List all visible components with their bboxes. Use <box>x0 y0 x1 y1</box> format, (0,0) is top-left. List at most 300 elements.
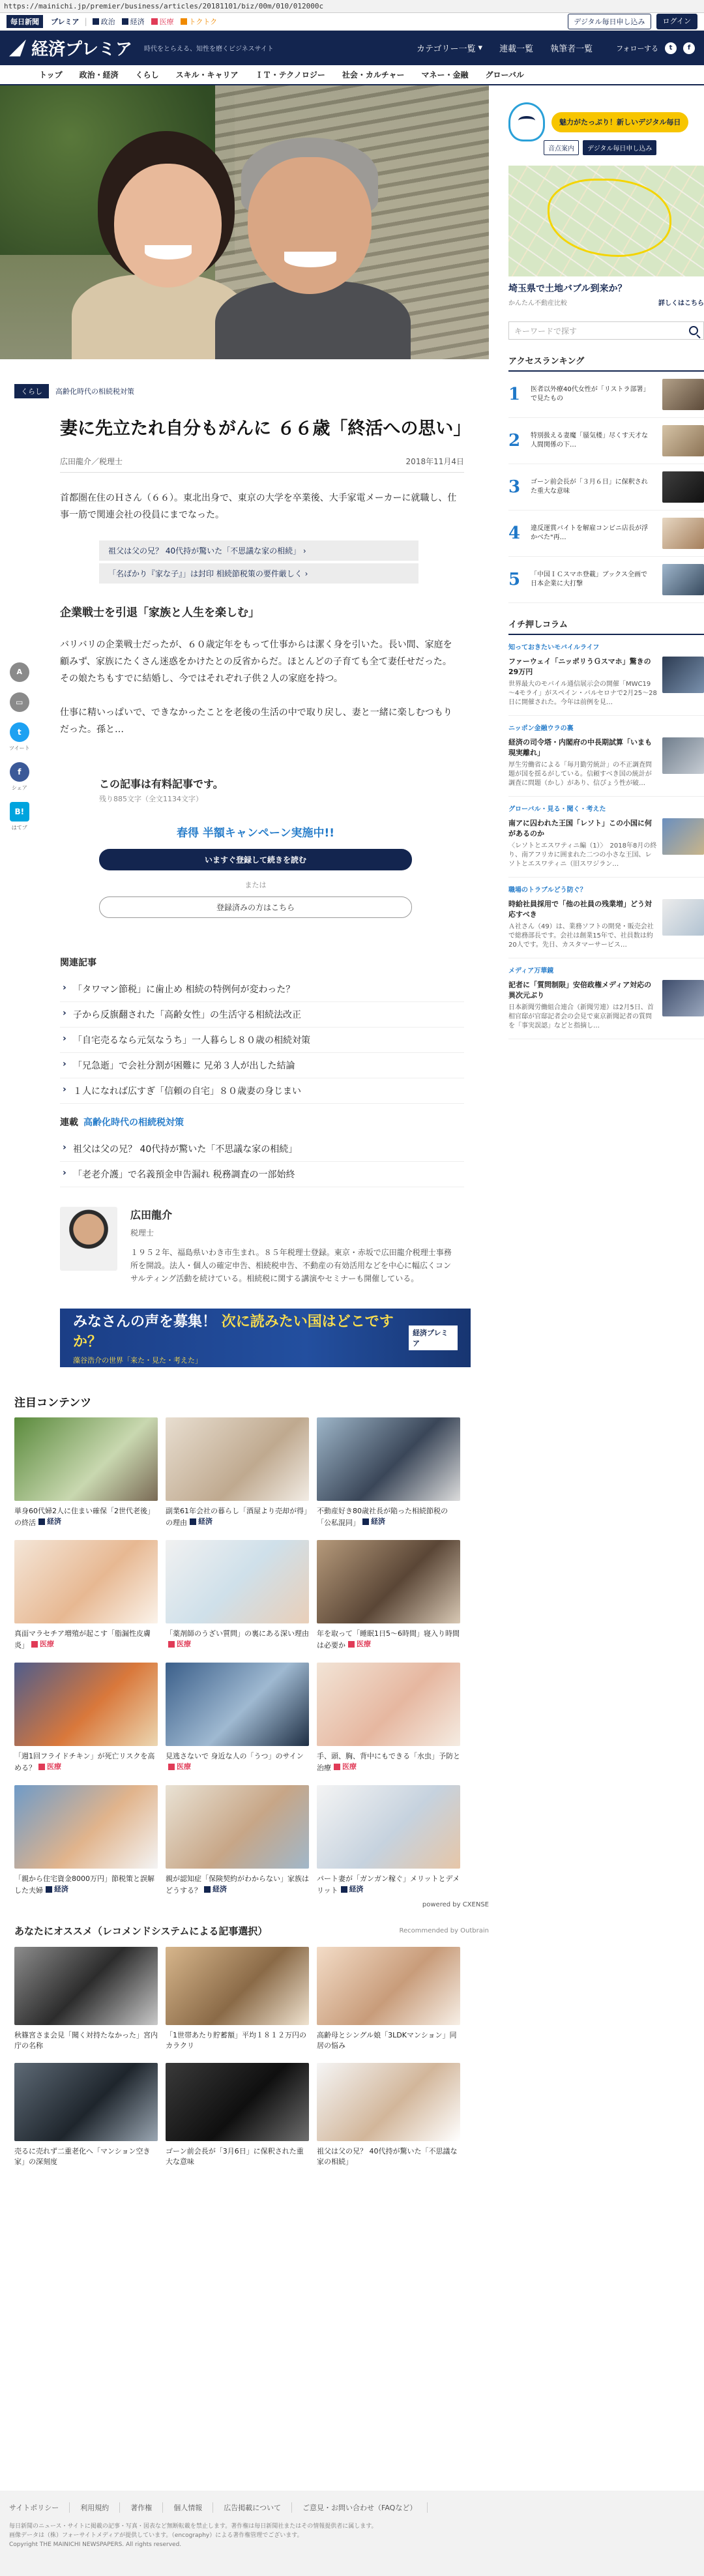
featured-caption <box>14 1874 158 1896</box>
ranking-thumbnail <box>662 564 704 595</box>
featured-caption <box>14 1629 158 1651</box>
footer-link[interactable]: 利用規約 <box>80 2502 120 2513</box>
inline-related-text: 祖父は父の兄？ 40代持が驚いた「不思議な家の相続」 <box>108 546 301 555</box>
column-title: 経済の司令塔・内閣府の中長期試算「いまも現実離れ」 <box>508 738 652 757</box>
featured-source <box>190 1517 213 1527</box>
recommend-heading: あなたにオススメ（レコメンドシステムによる記事選択） <box>14 1925 268 1937</box>
sidebar <box>508 85 704 2167</box>
category-nav-item[interactable]: スキル・キャリア <box>175 70 239 80</box>
featured-source-label: 経済 <box>349 1885 364 1893</box>
ranking-number: 5 <box>508 570 521 589</box>
recommend-thumbnail <box>317 1947 460 2025</box>
address-bar[interactable]: https://mainichi.jp/premier/business/articles/20181101/biz/00m/010/012000c <box>0 0 704 13</box>
featured-card[interactable] <box>14 1417 158 1528</box>
ranking-number: 2 <box>508 431 521 451</box>
brand[interactable] <box>9 36 274 60</box>
author-name[interactable]: 広田龍介 <box>130 1209 173 1221</box>
featured-source-label: 医療 <box>357 1640 371 1648</box>
recommend-caption: ゴーン前会長が「3月6日」に保釈された重大な意味 <box>166 2147 304 2166</box>
featured-source <box>204 1884 227 1895</box>
featured-source <box>348 1639 371 1650</box>
featured-thumbnail <box>166 1540 309 1623</box>
footer-link[interactable]: サイトポリシー <box>9 2502 70 2513</box>
ad-title[interactable]: 埼玉県で土地バブル到来か？ <box>508 284 627 294</box>
column-row <box>508 899 704 950</box>
campaign-text[interactable]: 春得 半額キャンペーン実施中!! <box>176 827 335 840</box>
recommend-header <box>14 1924 489 1938</box>
register-button[interactable]: いますぐ登録して続きを読む <box>99 849 412 870</box>
footer-links <box>9 2502 704 2513</box>
featured-contents <box>14 1393 489 1908</box>
featured-card[interactable] <box>317 1417 460 1528</box>
ad-more-link[interactable]: 詳しくはこちら <box>658 300 704 307</box>
column-text-block <box>508 657 657 707</box>
column-item[interactable] <box>508 797 704 878</box>
inline-related-text: 「名ばかり『家な子』」は封印 相続節税策の要件厳しく <box>108 569 302 578</box>
hero-woman-smile <box>145 245 192 259</box>
featured-card[interactable] <box>14 1663 158 1773</box>
service-tag-link[interactable] <box>181 16 218 27</box>
premier-link[interactable]: プレミア <box>51 18 80 26</box>
hero-photo <box>0 85 489 359</box>
nav-series[interactable]: 連載一覧 <box>499 44 534 54</box>
featured-caption-text: 副業61年会社の暮らし「酒屋より売却が得」の理由 <box>166 1507 308 1527</box>
column-category: 職場のトラブルどう防ぐ？ <box>508 887 587 894</box>
economy-source-icon <box>341 1886 347 1893</box>
footer-note-line: 毎日新聞のニュース・サイトに掲載の記事・写真・図表など無断転載を禁止します。著作権は毎日新聞社またはその情報提供者に属します。 <box>9 2523 377 2530</box>
recommend-thumbnail <box>317 2063 460 2141</box>
column-thumbnail <box>662 657 704 693</box>
column-row <box>508 657 704 707</box>
featured-thumbnail <box>317 1785 460 1869</box>
category-nav-item[interactable]: マネー・金融 <box>421 70 469 80</box>
featured-card[interactable] <box>166 1417 309 1528</box>
search-input[interactable]: キーワードで探す <box>514 326 578 336</box>
economy-source-icon <box>190 1518 196 1525</box>
featured-thumbnail <box>14 1540 158 1623</box>
category-nav-item[interactable]: グローバル <box>485 70 524 80</box>
powered-by: powered by CXENSE <box>422 1901 489 1908</box>
article-tags <box>14 384 489 398</box>
column-item[interactable] <box>508 716 704 797</box>
featured-card[interactable] <box>14 1540 158 1651</box>
or-label: または <box>244 881 267 889</box>
featured-caption-text: 単身60代婦2人に住まい確保「2世代老後」の終活 <box>14 1507 154 1527</box>
column-title: 南アに囚われた王国「レソト」この小国に何があるのか <box>508 819 652 838</box>
paywall-title: この記事は有料記事です。 <box>99 778 224 790</box>
featured-source <box>38 1762 61 1772</box>
featured-caption <box>317 1629 460 1651</box>
featured-thumbnail <box>317 1540 460 1623</box>
column-excerpt: 世界最大のモバイル通信展示会の開催「MWC19～4モライ」がスペイン・バルセロナで2月25～28日に開催された。今年は前例を見… <box>508 681 657 706</box>
featured-thumbnail <box>317 1417 460 1501</box>
recommend-card[interactable] <box>166 2063 309 2167</box>
featured-source <box>168 1762 191 1772</box>
featured-caption-text: 真面マラセチア増殖が起こす「脂漏性皮膚炎」 <box>14 1629 151 1650</box>
recommend-grid <box>14 1947 489 2167</box>
featured-source <box>341 1884 364 1895</box>
recommend-card[interactable] <box>317 1947 460 2051</box>
ranking-item[interactable] <box>508 418 704 464</box>
twitter-icon[interactable]: t <box>665 42 677 54</box>
font-size-icon[interactable]: A <box>10 662 29 682</box>
ranking-thumbnail <box>662 518 704 549</box>
tweet-label: ツイート <box>9 745 30 751</box>
featured-caption <box>317 1874 460 1896</box>
footer-link[interactable]: ご意見・お問い合わせ（FAQなど） <box>302 2502 428 2513</box>
facebook-icon[interactable]: f <box>683 42 695 54</box>
featured-source-label: 医療 <box>177 1640 191 1648</box>
print-icon[interactable]: ▭ <box>10 692 29 712</box>
related-list <box>60 977 464 1104</box>
service-tag-link[interactable] <box>93 16 115 27</box>
header-nav <box>417 42 593 54</box>
banner-title <box>73 1310 409 1351</box>
author-role: 税理士 <box>130 1228 154 1237</box>
featured-thumbnail <box>317 1663 460 1746</box>
service-tag-icon <box>151 18 158 25</box>
mascot-icon <box>508 102 545 141</box>
twitter-share-icon[interactable]: t <box>10 722 29 742</box>
column-category: グローバル・見る・聞く・考えた <box>508 806 606 813</box>
footer <box>0 2491 704 2576</box>
article-paragraph: 仕事に精いっぱいで、できなかったことを老後の生活の中で取り戻し、妻と一緒に楽しむつもりだった。孫と… <box>60 707 452 735</box>
column-row <box>508 980 704 1031</box>
ad-sub <box>508 297 704 307</box>
column-category: ニッポン金融ウラの裏 <box>508 725 574 732</box>
column-excerpt: 厚生労働省による「毎月勤労統計」の不正調査問題が国を揺るがしている。信頼すべき国の統計が調査に問題（かし）があり、信ぴょう性が破… <box>508 762 652 787</box>
featured-card[interactable] <box>317 1663 460 1773</box>
featured-caption-text: 見逃さないで 身近な人の「うつ」のサイン <box>166 1752 304 1760</box>
series-label: 連載 <box>60 1118 78 1128</box>
featured-thumbnail <box>166 1663 309 1746</box>
category-tag[interactable]: くらし <box>14 384 49 398</box>
economy-source-icon <box>204 1886 211 1893</box>
featured-card[interactable] <box>317 1540 460 1651</box>
existing-login-button[interactable]: 登録済みの方はこちら <box>99 896 412 918</box>
featured-source-label: 医療 <box>342 1762 357 1771</box>
column-text-block <box>508 980 657 1031</box>
nav-categories[interactable] <box>417 42 482 54</box>
column-thumbnail <box>662 737 704 774</box>
series-article-link[interactable]: › 祖父は父の兄？ 40代持が驚いた「不思議な家の相続」 <box>60 1136 464 1162</box>
inline-related-link[interactable]: 祖父は父の兄？ 40代持が驚いた「不思議な家の相続」 › <box>99 540 418 561</box>
related-article-link[interactable]: › 「タワマン節税」に歯止め 相続の特例何が変わった？ <box>60 977 464 1002</box>
column-title: 時給社員採用で「他の社員の残業増」どう対応すべき <box>508 900 652 919</box>
brand-arrow-icon <box>9 40 26 57</box>
ranking-item[interactable] <box>508 372 704 418</box>
category-nav-item[interactable]: くらし <box>135 70 159 80</box>
featured-caption-text: パート妻が「ガンガン稼ぐ」メリットとデメリット <box>317 1874 460 1895</box>
service-tag-link[interactable] <box>151 16 174 27</box>
featured-caption <box>166 1629 309 1651</box>
featured-caption <box>166 1751 309 1773</box>
ranking-title: 医者以外療40代女性が「リストラ部署」で見たもの <box>531 386 647 402</box>
featured-card[interactable] <box>166 1785 309 1896</box>
footer-note <box>9 2522 704 2549</box>
recommend-thumbnail <box>166 1947 309 2025</box>
ranking-item[interactable] <box>508 464 704 511</box>
recommend-thumbnail <box>14 1947 158 2025</box>
recommend-card[interactable] <box>14 2063 158 2167</box>
economy-source-icon <box>46 1886 52 1893</box>
related-article-link[interactable]: › 「自宅売るなら元気なうち」一人暮らし８０歳の相続対策 <box>60 1028 464 1053</box>
digital-signup-button[interactable]: デジタル毎日申し込み <box>568 14 651 29</box>
main-column <box>0 85 489 2167</box>
featured-source-label: 経済 <box>213 1885 227 1893</box>
copyright: Copyright THE MAINICHI NEWSPAPERS. All rights reserved. <box>9 2541 182 2548</box>
ranking-thumbnail <box>662 379 704 410</box>
service-tag-icon <box>93 18 99 25</box>
ranking-item[interactable] <box>508 557 704 603</box>
recommend-card[interactable] <box>317 2063 460 2167</box>
featured-thumbnail <box>166 1785 309 1869</box>
search-icon[interactable] <box>689 326 698 335</box>
site-header <box>0 31 704 65</box>
featured-source-label: 経済 <box>198 1517 213 1526</box>
medical-source-icon <box>348 1641 355 1648</box>
outbrain-credit[interactable]: Recommended by Outbrain <box>399 1927 489 1934</box>
medical-source-icon <box>334 1764 340 1770</box>
ranking-number: 1 <box>508 385 521 404</box>
medical-source-icon <box>168 1764 175 1770</box>
featured-thumbnail <box>14 1663 158 1746</box>
follow-area <box>616 42 695 54</box>
hatena-bookmark-icon[interactable]: B! <box>10 802 29 822</box>
banner-title-highlight: 次に読みたい国はどこですか？ <box>73 1314 394 1350</box>
facebook-share-icon[interactable]: f <box>10 762 29 782</box>
ranking-list <box>508 372 704 603</box>
inline-related-link[interactable]: 「名ばかり『家な子』」は封印 相続節税策の要件厳しく › <box>99 563 418 584</box>
series-article-link[interactable]: › 「老老介護」で名義預金申告漏れ 税務調査の一部始終 <box>60 1162 464 1187</box>
column-title: ファーウェイ「ニッポリうＧスマホ」驚きの29万円 <box>508 657 651 676</box>
featured-card[interactable] <box>166 1663 309 1773</box>
column-thumbnail <box>662 980 704 1016</box>
featured-caption <box>14 1751 158 1773</box>
featured-caption <box>166 1506 309 1528</box>
ranking-heading: アクセスランキング <box>508 354 704 372</box>
column-list <box>508 635 704 1039</box>
promo-buttons <box>508 140 704 155</box>
recommend-caption: 「1世帯あたり貯蓄額」平均１８１２万円のカラクリ <box>166 2031 306 2050</box>
brand-name: 経済プレミア <box>31 40 132 59</box>
category-nav <box>0 65 704 85</box>
related-article-link[interactable]: › 子から反旗翻された「高齢女性」の生活守る相続法改正 <box>60 1002 464 1028</box>
banner-subtitle: 藻谷浩介の世界「来た・見た・考えた」 <box>73 1356 202 1365</box>
featured-caption-text: 「週1回フライドチキン」が死亡リスクを高める？ <box>14 1752 155 1772</box>
byline <box>60 456 464 473</box>
column-item[interactable] <box>508 635 704 716</box>
ranking-number: 4 <box>508 524 521 543</box>
service-tag-label: 医療 <box>159 17 174 26</box>
recommend-caption: 祖父は父の兄？ 40代持が驚いた「不思議な家の相続」 <box>317 2147 458 2166</box>
featured-thumbnail <box>14 1417 158 1501</box>
column-excerpt: 日本新聞労働組合連合（新聞労連）は2月5日、首相官邸が官邸記者会の会見で東京新聞記者の質問を「事実誤認」などと指摘し… <box>508 1004 654 1029</box>
service-tag-link[interactable] <box>122 16 145 27</box>
category-nav-item[interactable]: 政治・経済 <box>79 70 119 80</box>
article-paragraph: バリバリの企業戦士だったが、６０歳定年をもって仕事からは潔く身を引いた。長い間、家庭を顧みず、家族にたくさん迷惑をかけたとの反省からだ。ほとんどの子育ても全て妻任せだった。その娘たちもすでに結婚し、今ではそれぞれ子供２人の家庭を持つ。 <box>60 640 452 684</box>
column-excerpt: Ａ社さん（49）は、業務ソフトの開発・販売会社で総務部長です。会社は創業15年で、社員数は約20人です。先日、カスタマーサービス… <box>508 923 654 949</box>
featured-thumbnail <box>166 1417 309 1501</box>
mainichi-top-strip <box>0 13 704 31</box>
column-category: 知っておきたいモバイルライフ <box>508 644 600 651</box>
nav-label: カテゴリー一覧 <box>417 44 476 54</box>
ranking-thumbnail <box>662 425 704 456</box>
featured-source <box>31 1639 54 1650</box>
service-tag-label: トクトク <box>188 17 218 26</box>
column-text-block <box>508 737 657 788</box>
column-row <box>508 737 704 788</box>
share-rail <box>9 662 30 831</box>
publish-date: 2018年11月4日 <box>405 457 464 466</box>
nav-authors[interactable]: 執筆者一覧 <box>550 44 593 54</box>
divider: | <box>84 17 87 26</box>
mainichi-logo[interactable]: 毎日新聞 <box>7 15 43 28</box>
category-nav-item[interactable]: トップ <box>39 70 63 80</box>
category-nav-item[interactable]: ＩＴ・テクノロジー <box>255 70 325 80</box>
featured-source-label: 医療 <box>47 1762 61 1771</box>
service-tag-label: 経済 <box>130 17 145 26</box>
medical-source-icon <box>31 1641 38 1648</box>
ad-map-image[interactable] <box>508 166 704 276</box>
banner-title-prefix: みなさんの声を募集！ <box>73 1314 217 1330</box>
ranking-title: 違反運賞バイトを解雇コンビニ店長が浮かべた"再… <box>531 525 648 541</box>
promo-signup-button[interactable]: デジタル毎日申し込み <box>583 140 656 155</box>
column-thumbnail <box>662 899 704 936</box>
economy-source-icon <box>38 1518 45 1525</box>
recommend-card[interactable] <box>14 1947 158 2051</box>
author-photo <box>60 1207 117 1271</box>
series-tag[interactable]: 高齢化時代の相続税対策 <box>55 387 134 396</box>
column-text-block <box>508 818 657 869</box>
page-body <box>0 85 704 2167</box>
featured-caption <box>317 1506 460 1528</box>
featured-caption <box>317 1751 460 1773</box>
featured-source <box>168 1639 191 1650</box>
recommend-caption: 高齢母とシングル娘「3LDKマンション」同居の悩み <box>317 2031 457 2050</box>
column-item[interactable] <box>508 878 704 958</box>
author-box <box>60 1207 464 1285</box>
related-article-link[interactable]: › １人になれば広すぎ「信頼の自宅」８０歳妻の身じまい <box>60 1078 464 1104</box>
featured-caption-text: 「薬剤師のうざい質問」の裏にある深い理由 <box>166 1629 309 1638</box>
inline-related <box>99 540 418 584</box>
featured-source-label: 医療 <box>40 1640 54 1648</box>
column-row <box>508 818 704 869</box>
featured-source <box>46 1884 68 1895</box>
paywall-remaining: 残り885文字（全文1134文字） <box>99 795 203 803</box>
recommend-caption: 秋篠宮さま会見「聞く対持たなかった」宮内庁の名称 <box>14 2031 158 2050</box>
footer-link[interactable]: 著作権 <box>130 2502 163 2513</box>
recommend-caption: 売るに売れず二重老化へ「マンション空き家」の深刻度 <box>14 2147 151 2166</box>
column-heading: イチ押しコラム <box>508 617 704 635</box>
hero-man-face <box>248 157 372 294</box>
featured-source-label: 経済 <box>47 1517 61 1526</box>
author-bio: １９５２年、福島県いわき市生まれ。８５年税理士登録。東京・赤坂で広田龍介税理士事務所を開設。法人・個人の確定申告、相続税申告、不動産の有効活用などを中心に幅広くコンサルティング活動を続けている。相続税に関する講演やセミナーも開催している。 <box>130 1248 452 1283</box>
featured-heading: 注目コンテンツ <box>14 1397 92 1410</box>
featured-source <box>38 1517 61 1527</box>
service-tag-label: 政治 <box>100 17 115 26</box>
ranking-title: ゴーン前会長が「３月６日」に保釈された重大な意味 <box>531 479 648 495</box>
featured-source <box>334 1762 357 1772</box>
promo-bubble[interactable]: 魅力がたっぷり！新しいデジタル毎日 <box>551 112 688 132</box>
footer-link[interactable]: 個人情報 <box>173 2502 213 2513</box>
author-link[interactable]: 広田龍介／税理士 <box>60 457 123 466</box>
related-article-link[interactable]: › 「兄急逝」で会社分割が困難に 兄弟３人が出した結論 <box>60 1053 464 1078</box>
campaign-banner[interactable] <box>60 1309 471 1367</box>
ranking-number: 3 <box>508 477 521 497</box>
economy-source-icon <box>362 1518 369 1525</box>
featured-source-label: 経済 <box>54 1885 68 1893</box>
featured-thumbnail <box>14 1785 158 1869</box>
banner-text <box>73 1310 409 1365</box>
featured-card[interactable] <box>14 1785 158 1896</box>
recommend-thumbnail <box>14 2063 158 2141</box>
author-info <box>130 1207 456 1285</box>
featured-source <box>362 1517 385 1527</box>
featured-caption-text: 「親から住宅資金8000万円」節税策と誤解した夫婦 <box>14 1874 154 1895</box>
search-box[interactable] <box>508 321 704 340</box>
chevron-down-icon: ▾ <box>478 43 483 53</box>
recommend-card[interactable] <box>166 1947 309 2051</box>
ranking-thumbnail <box>662 471 704 503</box>
medical-source-icon <box>168 1641 175 1648</box>
ranking-title: 特別扱える妻魔「蜃気楼」尽くす天才な人間関係の下… <box>531 432 648 449</box>
series-heading <box>60 1116 489 1129</box>
hero-woman-face <box>114 164 222 288</box>
column-title: 記者に「質問制限」安倍政権メディア対応の異次元ぶり <box>508 981 652 999</box>
footer-note-line: 画像データは（株）フォーサイトメディアが提供しています。（encography）による著作権管理でございます。 <box>9 2532 303 2539</box>
series-list <box>60 1136 464 1187</box>
featured-card[interactable] <box>166 1540 309 1651</box>
recommend-thumbnail <box>166 2063 309 2141</box>
brand-tagline: 時代をとらえる、知性を磨くビジネスサイト <box>143 46 274 53</box>
featured-caption-text: 親が認知症「保険契約がわからない」家族はどうする？ <box>166 1874 309 1895</box>
paywall <box>99 776 412 918</box>
service-tag-icon <box>122 18 128 25</box>
promo-guide-button[interactable]: 音点案内 <box>544 140 579 155</box>
column-excerpt: 〈レソトとエスワティニ編（1）〉 2018年8月の終り、南アフリカに囲まれた二つの小さな王国、レソトとエスワティニ（旧スワジラン… <box>508 842 657 868</box>
hatebu-label: はてブ <box>11 825 27 831</box>
article-paragraph: 首都圏在住のＨさん（６６）。東北出身で、東京の大学を卒業後、大手家電メーカーに就職し、仕事一筋で関連会社の役員にまでなった。 <box>60 493 457 520</box>
featured-card[interactable] <box>317 1785 460 1896</box>
related-heading: 関連記事 <box>60 958 96 968</box>
service-tags <box>93 16 224 27</box>
article <box>0 384 489 2167</box>
featured-source-label: 経済 <box>371 1517 385 1526</box>
ranking-title: 「中国ＩＣスマホ登載」ブックス全画で日本企業に大打撃 <box>531 571 647 587</box>
service-tag-icon <box>181 18 187 25</box>
featured-caption <box>166 1874 309 1896</box>
article-title: 妻に先立たれ自分もがんに ６６歳「終活への思い」 <box>60 419 471 439</box>
ad-sponsor: かんたん不動産比較 <box>508 300 567 307</box>
share-label: シェア <box>11 785 27 791</box>
featured-caption-text: 不動産好き80歳社長が陥った相続節税の「公私混同」 <box>317 1507 448 1527</box>
category-nav-item[interactable]: 社会・カルチャー <box>342 70 405 80</box>
article-subheading: 企業戦士を引退「家族と人生を楽しむ」 <box>60 606 259 619</box>
login-button[interactable]: ログイン <box>656 14 697 29</box>
footer-link[interactable]: 広告掲載について <box>224 2502 292 2513</box>
follow-label: フォローする <box>616 44 658 53</box>
series-link[interactable]: 高齢化時代の相続税対策 <box>83 1118 184 1128</box>
ranking-item[interactable] <box>508 511 704 557</box>
featured-caption-text: 手、頭、胸、背中にもできる「水虫」予防と治療 <box>317 1752 460 1772</box>
column-item[interactable] <box>508 958 704 1039</box>
featured-caption <box>14 1506 158 1528</box>
column-thumbnail <box>662 818 704 855</box>
column-category: メディア万華鏡 <box>508 968 554 975</box>
featured-caption-text: 年を取って「睡眠1日5～6時間」寝入り時間は必要か <box>317 1629 460 1650</box>
featured-source-label: 医療 <box>177 1762 191 1771</box>
